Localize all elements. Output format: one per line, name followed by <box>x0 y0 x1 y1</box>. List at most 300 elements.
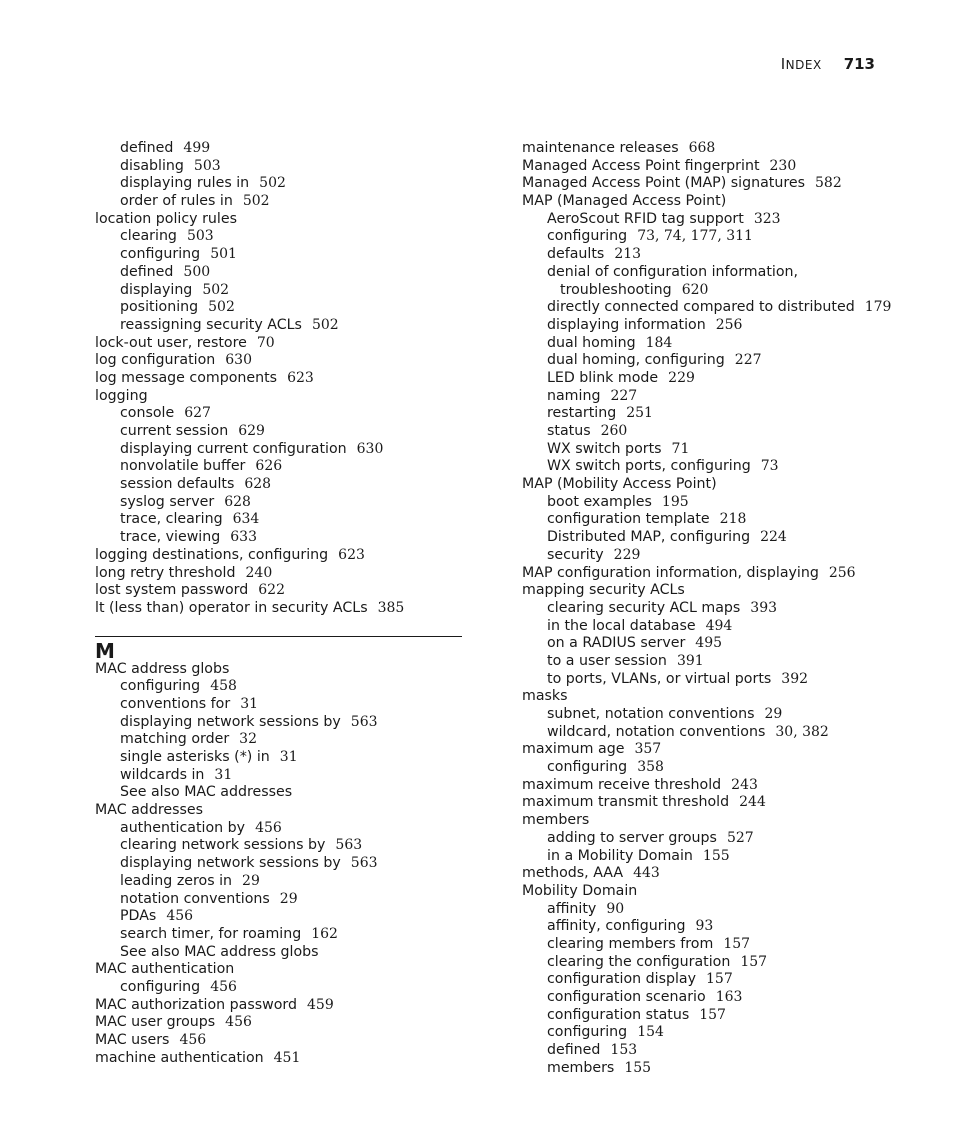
index-entry <box>95 1014 465 1032</box>
entry-term: conventions for <box>120 695 231 712</box>
index-subentry <box>522 671 922 689</box>
entry-term: boot examples <box>547 493 652 510</box>
entry-page-ref[interactable]: 620 <box>681 281 709 298</box>
entry-page-ref[interactable]: 459 <box>307 996 334 1013</box>
entry-term: trace, clearing <box>120 511 223 528</box>
entry-term: methods, AAA <box>522 865 624 882</box>
entry-page-ref[interactable]: 502 <box>242 193 270 210</box>
index-subentry <box>95 891 465 909</box>
entry-term: clearing members from <box>547 935 714 952</box>
entry-page-ref[interactable]: 633 <box>230 529 257 546</box>
entry-page-ref[interactable]: 458 <box>210 678 237 695</box>
index-subentry <box>522 388 922 406</box>
entry-term: defined <box>120 140 174 156</box>
index-subentry <box>95 175 465 193</box>
index-entry <box>522 565 922 583</box>
index-entry <box>95 997 465 1015</box>
index-subentry <box>95 441 465 459</box>
entry-term: displaying current configuration <box>120 440 347 457</box>
entry-page-ref[interactable]: 630 <box>225 352 252 369</box>
index-subentry <box>522 211 922 229</box>
entry-page-ref[interactable]: 155 <box>624 1059 652 1076</box>
entry-page-ref[interactable]: 502 <box>311 316 339 333</box>
entry-page-ref[interactable]: 456 <box>166 908 194 925</box>
index-entry <box>95 335 465 353</box>
entry-page-ref[interactable]: 256 <box>828 564 856 581</box>
entry-term: mapping security ACLs <box>522 582 685 599</box>
entry-term: configuration template <box>547 511 710 528</box>
entry-term: PDAs <box>120 908 157 925</box>
entry-page-ref[interactable]: 456 <box>255 819 282 836</box>
entry-term: in the local database <box>547 617 696 634</box>
entry-term: members <box>547 1059 615 1076</box>
entry-term: adding to server groups <box>547 829 717 846</box>
entry-page-ref[interactable]: 90 <box>606 900 625 917</box>
index-entry <box>95 565 465 583</box>
entry-page-ref[interactable]: 154 <box>637 1024 664 1041</box>
entry-term: logging destinations, configuring <box>95 546 329 563</box>
index-subentry <box>522 706 922 724</box>
index-subentry <box>95 855 465 873</box>
index-subentry <box>95 678 465 696</box>
section-divider <box>95 636 462 637</box>
entry-page-ref[interactable]: 499 <box>183 140 211 156</box>
section-label-rest: NDEX <box>785 58 822 72</box>
index-subentry <box>522 547 922 565</box>
entry-term: long retry threshold <box>95 564 236 581</box>
entry-term: displaying network sessions by <box>120 855 341 872</box>
entry-term: MAP (Mobility Access Point) <box>522 476 717 493</box>
entry-term: subnet, notation conventions <box>547 706 755 722</box>
entry-page-ref[interactable]: 157 <box>723 935 751 952</box>
entry-term: current session <box>120 423 229 439</box>
entry-term: configuration scenario <box>547 989 706 1005</box>
entry-page-ref[interactable]: 184 <box>645 334 673 351</box>
entry-term: dual homing, configuring <box>547 352 725 369</box>
entry-page-ref[interactable]: 623 <box>287 369 314 386</box>
index-subentry <box>522 1007 922 1025</box>
index-subentry <box>95 979 465 997</box>
entry-page-ref[interactable]: 260 <box>600 423 628 439</box>
entry-page-ref[interactable]: 456 <box>210 978 237 995</box>
entry-page-ref[interactable]: 527 <box>726 829 754 846</box>
index-subentry <box>95 476 465 494</box>
index-entry <box>522 193 922 211</box>
entry-term: affinity, configuring <box>547 918 686 935</box>
entry-page-ref[interactable]: 162 <box>311 925 338 942</box>
entry-term: MAC user groups <box>95 1014 216 1031</box>
index-subentry <box>522 282 922 300</box>
entry-term: configuring <box>547 228 628 245</box>
index-entry <box>522 883 922 901</box>
entry-page-ref[interactable]: 73 <box>760 458 779 475</box>
index-entry <box>95 582 465 600</box>
entry-term: MAC addresses <box>95 802 203 819</box>
entry-page-ref[interactable]: 456 <box>225 1014 252 1031</box>
index-subentry <box>95 696 465 714</box>
entry-page-ref[interactable]: 71 <box>671 440 690 457</box>
entry-page-ref[interactable]: 227 <box>610 387 638 404</box>
entry-page-ref[interactable]: 30, 382 <box>775 723 829 740</box>
index-subentry <box>95 458 465 476</box>
entry-page-ref[interactable]: 582 <box>815 175 842 192</box>
index-subentry <box>95 908 465 926</box>
index-subentry <box>95 193 465 211</box>
entry-page-ref[interactable]: 626 <box>255 458 283 475</box>
entry-term: Managed Access Point (MAP) signatures <box>522 175 805 192</box>
index-entry <box>522 582 922 600</box>
entry-page-ref[interactable]: 31 <box>240 695 259 712</box>
entry-page-ref[interactable]: 155 <box>702 847 730 864</box>
index-entry <box>95 600 465 618</box>
index-subentry <box>522 830 922 848</box>
entry-term: displaying information <box>547 316 706 333</box>
entry-term: MAC authorization password <box>95 996 297 1013</box>
index-subentry <box>95 282 465 300</box>
index-subentry <box>522 918 922 936</box>
entry-term: to ports, VLANs, or virtual ports <box>547 670 772 687</box>
entry-term: defaults <box>547 246 605 263</box>
entry-term: Distributed MAP, configuring <box>547 529 751 546</box>
entry-term: displaying network sessions by <box>120 713 341 730</box>
entry-page-ref[interactable]: 224 <box>760 529 787 546</box>
entry-term: leading zeros in <box>120 872 233 889</box>
entry-term: to a user session <box>547 652 667 669</box>
index-subentry <box>95 714 465 732</box>
index-subentry <box>95 246 465 264</box>
entry-term: disabling <box>120 157 184 174</box>
entry-page-ref[interactable]: 251 <box>626 405 653 422</box>
entry-term: Mobility Domain <box>522 882 638 899</box>
entry-term: displaying rules in <box>120 175 250 192</box>
index-entry <box>522 688 922 706</box>
entry-term: troubleshooting <box>560 281 672 298</box>
entry-term: restarting <box>547 405 617 422</box>
entry-term: log message components <box>95 369 278 386</box>
entry-page-ref[interactable]: 502 <box>259 175 286 192</box>
entry-term: directly connected compared to distributed <box>547 299 855 316</box>
entry-term: See also MAC addresses <box>120 784 293 801</box>
entry-page-ref[interactable]: 502 <box>208 299 235 316</box>
index-entry <box>522 158 922 176</box>
entry-term: wildcard, notation conventions <box>547 723 766 740</box>
index-subentry <box>522 511 922 529</box>
entry-term: search timer, for roaming <box>120 925 302 942</box>
entry-page-ref[interactable]: 229 <box>613 546 641 563</box>
entry-page-ref[interactable]: 29 <box>242 872 260 889</box>
index-subentry <box>95 837 465 855</box>
entry-page-ref[interactable]: 563 <box>335 837 363 854</box>
index-entry <box>95 370 465 388</box>
entry-page-ref[interactable]: 157 <box>740 953 768 970</box>
index-subentry <box>522 441 922 459</box>
entry-page-ref[interactable]: 163 <box>715 989 743 1005</box>
entry-page-ref[interactable]: 623 <box>338 546 365 563</box>
index-subentry <box>95 228 465 246</box>
index-entry <box>522 741 922 759</box>
index-subentry <box>522 317 922 335</box>
entry-term: wildcards in <box>120 766 205 783</box>
index-subentry <box>95 767 465 785</box>
entry-term: order of rules in <box>120 193 233 210</box>
entry-term: in a Mobility Domain <box>547 847 693 864</box>
index-subentry <box>522 954 922 972</box>
entry-term: WX switch ports, configuring <box>547 458 751 475</box>
entry-page-ref[interactable]: 213 <box>614 246 642 263</box>
entry-term: location policy rules <box>95 210 237 227</box>
entry-page-ref[interactable]: 240 <box>245 564 273 581</box>
index-column-left <box>95 140 465 1067</box>
entry-page-ref[interactable]: 391 <box>676 652 704 669</box>
section-label-initial: I <box>780 55 786 73</box>
entry-term: masks <box>522 688 568 705</box>
index-subentry <box>522 653 922 671</box>
entry-term: status <box>547 423 591 439</box>
entry-term: configuring <box>120 978 201 995</box>
entry-page-ref[interactable]: 29 <box>764 706 783 722</box>
entry-term: dual homing <box>547 334 636 351</box>
entry-term: clearing security ACL maps <box>547 599 741 616</box>
index-subentry <box>95 423 465 441</box>
page-header <box>781 55 875 73</box>
entry-page-ref[interactable]: 503 <box>193 157 221 174</box>
index-entry <box>95 388 465 406</box>
entry-page-ref[interactable]: 218 <box>719 511 747 528</box>
entry-term: maximum receive threshold <box>522 776 722 793</box>
index-subentry <box>522 1024 922 1042</box>
index-subentry <box>95 140 465 158</box>
entry-page-ref[interactable]: 244 <box>739 794 766 811</box>
index-subentry <box>522 989 922 1007</box>
entry-term: MAC users <box>95 1032 170 1048</box>
index-subentry <box>522 246 922 264</box>
section-heading: M <box>95 638 115 663</box>
entry-term: maximum age <box>522 741 625 758</box>
entry-term: affinity <box>547 900 597 917</box>
entry-term: configuring <box>120 678 201 695</box>
index-entry <box>522 865 922 883</box>
entry-page-ref[interactable]: 629 <box>238 423 265 439</box>
entry-page-ref[interactable]: 195 <box>661 493 689 510</box>
index-entry <box>522 812 922 830</box>
index-entry <box>522 175 922 193</box>
index-entry <box>95 352 465 370</box>
entry-term: syslog server <box>120 493 215 510</box>
index-subentry <box>95 317 465 335</box>
index-subentry <box>95 158 465 176</box>
index-subentry <box>522 405 922 423</box>
entry-term: denial of configuration information, <box>547 263 799 280</box>
entry-term: clearing <box>120 228 177 245</box>
entry-page-ref[interactable]: 179 <box>864 299 892 316</box>
index-entry <box>95 547 465 565</box>
entry-term: security <box>547 546 604 563</box>
entry-page-ref[interactable]: 563 <box>350 855 378 872</box>
entry-term: LED blink mode <box>547 369 659 386</box>
index-subentry <box>95 944 465 962</box>
entry-term: machine authentication <box>95 1049 264 1066</box>
entry-page-ref[interactable]: 357 <box>634 741 662 758</box>
entry-term: maximum transmit threshold <box>522 794 730 811</box>
entry-term: defined <box>547 1042 601 1059</box>
index-subentry <box>522 618 922 636</box>
entry-page-ref[interactable]: 73, 74, 177, 311 <box>637 228 753 245</box>
index-subentry <box>522 228 922 246</box>
index-subentry <box>95 749 465 767</box>
index-subentry <box>522 936 922 954</box>
entry-term: lt (less than) operator in security ACLs <box>95 599 368 616</box>
index-subentry <box>522 423 922 441</box>
index-subentry <box>522 600 922 618</box>
index-subentry <box>522 494 922 512</box>
entry-term: MAC authentication <box>95 961 235 978</box>
entry-term: configuring <box>547 1024 628 1041</box>
entry-term: lock-out user, restore <box>95 334 247 351</box>
entry-term: MAP (Managed Access Point) <box>522 193 727 210</box>
entry-term: nonvolatile buffer <box>120 458 246 475</box>
entry-term: session defaults <box>120 476 235 493</box>
entry-page-ref[interactable]: 31 <box>214 766 233 783</box>
index-subentry <box>522 299 922 317</box>
index-subentry <box>522 335 922 353</box>
entry-page-ref[interactable]: 634 <box>232 511 260 528</box>
entry-page-ref[interactable]: 503 <box>186 228 214 245</box>
index-entry <box>95 1032 465 1050</box>
index-subentry <box>95 511 465 529</box>
entry-term: naming <box>547 387 601 404</box>
index-subentry <box>522 635 922 653</box>
entry-page-ref[interactable]: 229 <box>668 369 695 386</box>
entry-term: MAP configuration information, displaying <box>522 564 819 581</box>
index-entry <box>95 961 465 979</box>
entry-page-ref[interactable]: 563 <box>350 713 378 730</box>
index-subentry <box>95 873 465 891</box>
entry-term: AeroScout RFID tag support <box>547 210 744 227</box>
entry-term: clearing the configuration <box>547 953 731 970</box>
entry-page-ref[interactable]: 93 <box>695 918 714 935</box>
index-subentry <box>522 458 922 476</box>
entry-page-ref[interactable]: 157 <box>699 1006 726 1023</box>
index-subentry <box>522 724 922 742</box>
entry-page-ref[interactable]: 392 <box>781 670 809 687</box>
entry-page-ref[interactable]: 385 <box>377 599 405 616</box>
entry-page-ref[interactable]: 358 <box>637 759 664 776</box>
index-subentry <box>522 370 922 388</box>
entry-page-ref[interactable]: 31 <box>279 749 298 765</box>
entry-term: configuring <box>547 759 628 776</box>
index-column-right <box>522 140 922 1077</box>
entry-page-ref[interactable]: 502 <box>202 281 230 298</box>
index-entry <box>522 140 922 158</box>
entry-term: matching order <box>120 731 230 748</box>
section-gap <box>95 618 465 636</box>
entry-term: maintenance releases <box>522 140 679 156</box>
entry-term: members <box>522 812 590 829</box>
entry-page-ref[interactable]: 32 <box>239 731 257 748</box>
entry-page-ref[interactable]: 494 <box>705 617 733 634</box>
entry-page-ref[interactable]: 29 <box>279 890 298 907</box>
entry-term: MAC address globs <box>95 660 230 677</box>
entry-term: notation conventions <box>120 890 270 907</box>
entry-page-ref[interactable]: 495 <box>695 635 723 652</box>
index-subentry <box>95 820 465 838</box>
page-number: 713 <box>843 55 875 73</box>
entry-term: trace, viewing <box>120 529 221 546</box>
entry-page-ref[interactable]: 628 <box>224 493 251 510</box>
entry-page-ref[interactable]: 157 <box>706 971 733 988</box>
entry-page-ref[interactable]: 456 <box>179 1032 207 1048</box>
entry-page-ref[interactable]: 230 <box>769 157 797 174</box>
index-subentry <box>522 1060 922 1078</box>
entry-page-ref[interactable]: 630 <box>356 440 384 457</box>
entry-page-ref[interactable]: 668 <box>688 140 716 156</box>
index-entry <box>522 476 922 494</box>
index-subentry <box>95 784 465 802</box>
entry-term: configuration display <box>547 971 696 988</box>
entry-page-ref[interactable]: 622 <box>258 582 285 599</box>
entry-term: See also MAC address globs <box>120 943 319 960</box>
entry-term: WX switch ports <box>547 440 662 457</box>
index-entry <box>522 777 922 795</box>
index-entry <box>95 1050 465 1068</box>
index-subentry <box>95 299 465 317</box>
index-subentry <box>95 494 465 512</box>
index-entry <box>95 802 465 820</box>
index-subentry <box>522 264 922 282</box>
entry-term: displaying <box>120 281 193 298</box>
entry-page-ref[interactable]: 153 <box>610 1042 638 1059</box>
index-entry <box>95 211 465 229</box>
index-subentry <box>95 405 465 423</box>
entry-term: log configuration <box>95 352 216 369</box>
entry-term: on a RADIUS server <box>547 635 686 652</box>
index-entry <box>522 794 922 812</box>
index-subentry <box>522 971 922 989</box>
index-subentry <box>95 731 465 749</box>
entry-term: authentication by <box>120 819 246 836</box>
entry-term: reassigning security ACLs <box>120 316 302 333</box>
entry-page-ref[interactable]: 323 <box>753 210 781 227</box>
index-subentry <box>522 901 922 919</box>
entry-term: clearing network sessions by <box>120 837 326 854</box>
entry-term: positioning <box>120 299 199 316</box>
entry-page-ref[interactable]: 256 <box>715 316 743 333</box>
entry-term: configuration status <box>547 1006 690 1023</box>
entry-page-ref[interactable]: 501 <box>210 246 237 263</box>
index-entry <box>95 661 465 679</box>
entry-page-ref[interactable]: 500 <box>183 263 211 280</box>
entry-page-ref[interactable]: 227 <box>734 352 762 369</box>
entry-term: single asterisks (*) in <box>120 749 270 765</box>
index-subentry <box>522 1042 922 1060</box>
index-subentry <box>522 529 922 547</box>
entry-term: lost system password <box>95 582 249 599</box>
entry-page-ref[interactable]: 443 <box>633 865 660 882</box>
index-subentry <box>522 848 922 866</box>
entry-term: defined <box>120 263 174 280</box>
entry-page-ref[interactable]: 627 <box>184 405 211 422</box>
index-subentry <box>522 352 922 370</box>
index-subentry <box>522 759 922 777</box>
entry-page-ref[interactable]: 70 <box>256 334 275 351</box>
entry-page-ref[interactable]: 628 <box>244 476 272 493</box>
index-subentry <box>95 264 465 282</box>
entry-term: Managed Access Point fingerprint <box>522 157 760 174</box>
entry-term: console <box>120 405 175 422</box>
entry-page-ref[interactable]: 243 <box>731 776 758 793</box>
entry-page-ref[interactable]: 451 <box>273 1049 301 1066</box>
entry-page-ref[interactable]: 393 <box>750 599 778 616</box>
